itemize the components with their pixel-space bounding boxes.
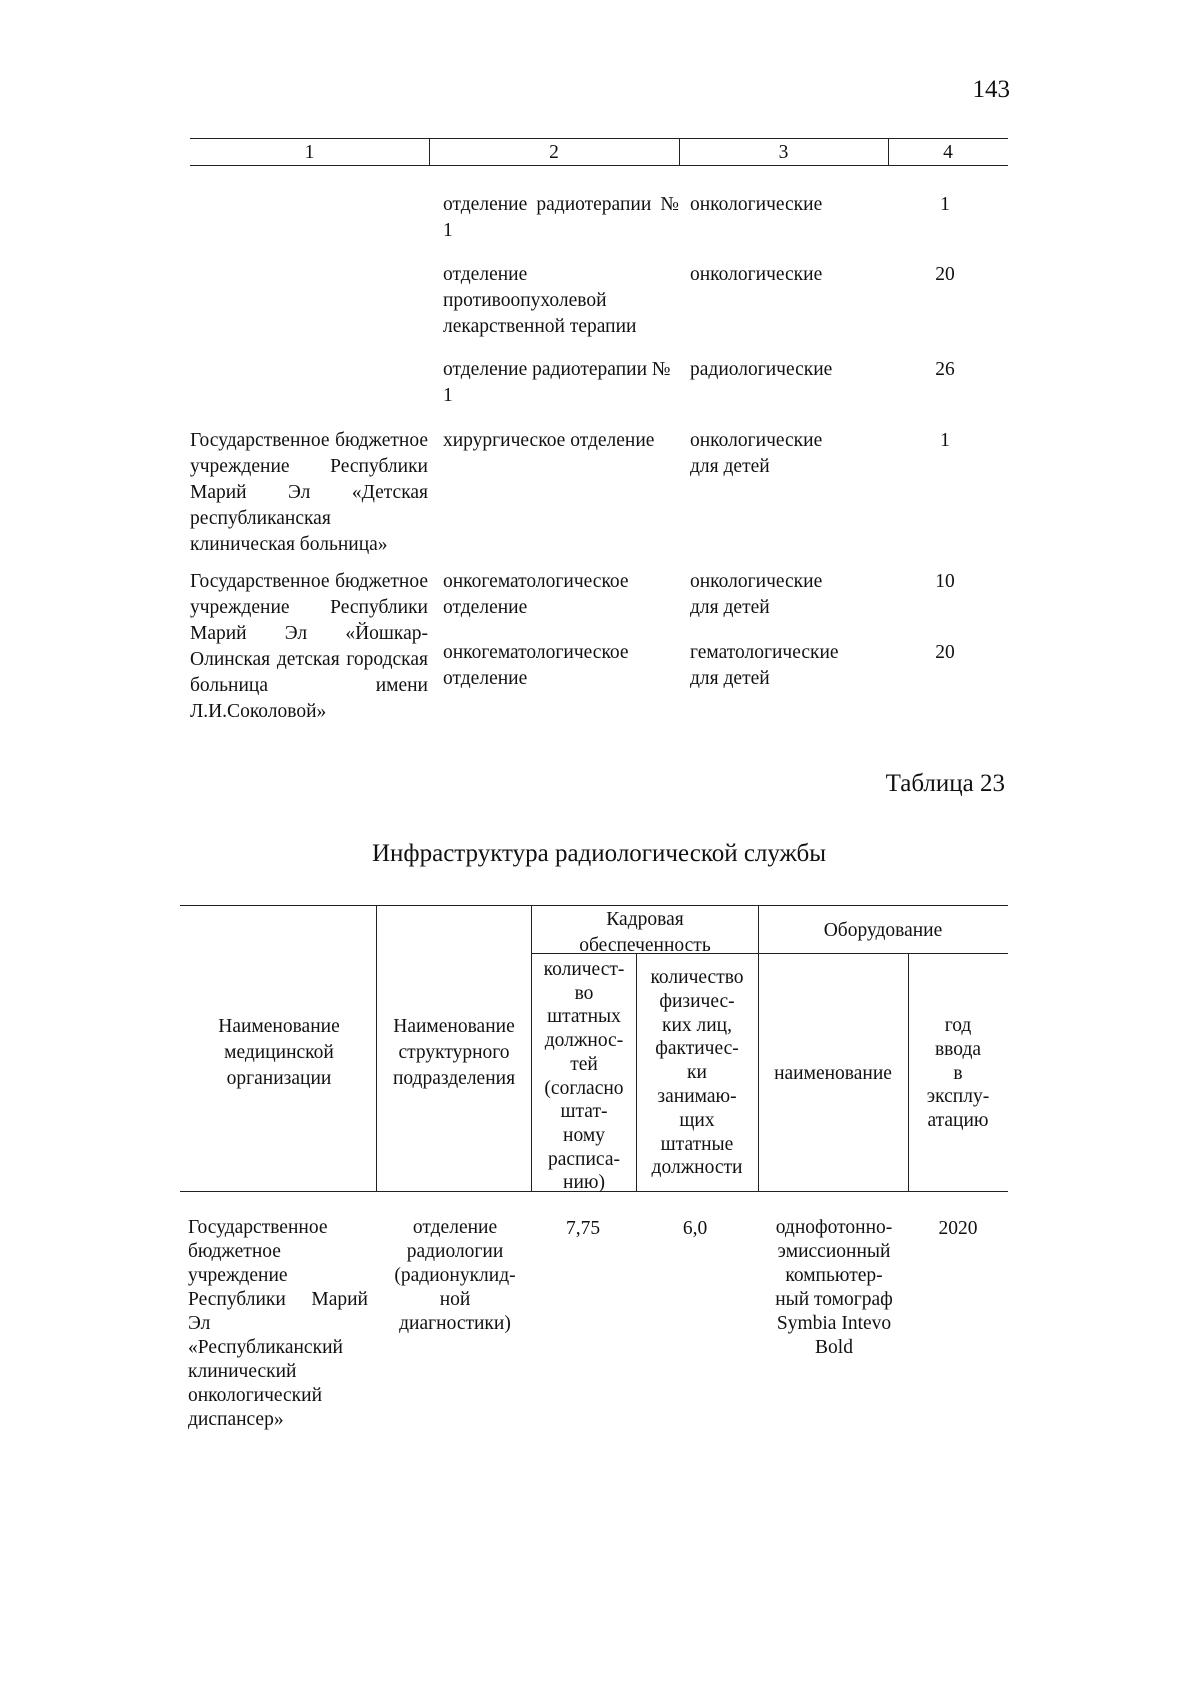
staff-count-cell: 7,75: [565, 1218, 601, 1239]
column-number-header: 1: [304, 142, 315, 163]
header-subdivision: Наименование структурного подразделения: [392, 1016, 516, 1089]
profile-cell: гематологические для детей: [690, 642, 839, 689]
column-number-header: 2: [549, 142, 559, 163]
subdivision-cell: отделение радиологии (радионуклид- ной диагностики): [394, 1217, 516, 1334]
profile-cell: онкологические: [690, 194, 823, 215]
subdivision-cell: онкогематологическое отделение: [443, 571, 629, 618]
top-table-rule-top: [190, 138, 1008, 139]
persons-count-cell: 6,0: [682, 1218, 708, 1239]
subdivision-cell: отделение противоопухолевой лекарственной терапии: [443, 264, 637, 337]
table23-divider: [531, 905, 532, 1191]
column-number-header: 3: [778, 142, 789, 163]
organization-cell: Государственное бюджетное учреждение Республики Марий Эл «Йошкар-Олинская детская городская больница имени Л.И.Соколовой»: [190, 571, 428, 722]
year-cell: 2020: [938, 1218, 978, 1239]
profile-cell: онкологические: [690, 264, 823, 285]
subdivision-cell: отделение радиотерапии № 1: [443, 359, 671, 406]
table-title: Инфраструктура радиологической службы: [371, 840, 827, 867]
profile-cell: онкологические для детей: [690, 430, 823, 477]
beds-cell: 1: [940, 430, 950, 451]
header-year: год ввода в эксплу- атацию: [926, 1015, 990, 1132]
profile-cell: радиологические: [690, 359, 833, 380]
header-staffing: Кадровая обеспеченность: [579, 909, 711, 956]
header-equipment: Оборудование: [823, 920, 943, 941]
subdivision-cell: хирургическое отделение: [443, 430, 655, 451]
table23-divider: [908, 953, 909, 1191]
header-org: Наименование медицинской организации: [218, 1016, 340, 1089]
header-staff-count: количест- во штатных должнос- тей (согласно штат- ному расписа- нию): [543, 959, 625, 1194]
table23-divider: [636, 953, 637, 1191]
page-number: 143: [972, 76, 1010, 103]
beds-cell: 10: [935, 571, 955, 592]
column-number-header: 4: [943, 142, 953, 163]
table23-divider: [758, 905, 759, 1191]
beds-cell: 20: [935, 264, 955, 285]
table23-divider: [376, 905, 377, 1191]
subdivision-cell: онкогематологическое отделение: [443, 642, 629, 689]
organization-cell: Государственное бюджетное учреждение Республики Марий Эл «Детская республиканская клиническая больница»: [190, 430, 428, 555]
beds-cell: 1: [940, 194, 950, 215]
equipment-name-cell: однофотонно- эмиссионный компьютер- ный томограф Symbia Intevo Bold: [775, 1217, 893, 1358]
beds-cell: 26: [935, 359, 955, 380]
org-cell: Государственное бюджетное учреждение Республики Марий Эл «Республиканский клинический онкологический диспансер»: [188, 1217, 368, 1430]
beds-cell: 20: [935, 642, 955, 663]
header-equipment-name: наименование: [774, 1063, 892, 1084]
header-persons-count: количество физичес- ких лиц, фактичес- ки занимаю- щих штатные должности: [650, 967, 744, 1179]
table-label: Таблица 23: [885, 770, 1005, 797]
table23-rule-top: [180, 905, 1008, 906]
subdivision-cell: отделение радиотерапии № 1: [443, 194, 679, 241]
profile-cell: онкологические для детей: [690, 571, 823, 618]
